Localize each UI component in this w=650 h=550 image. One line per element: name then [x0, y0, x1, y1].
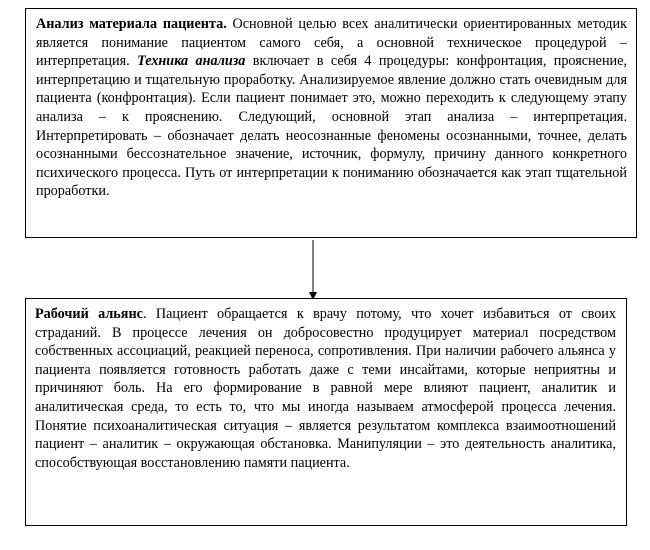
analysis-technique-emphasis: Техника анализа [137, 53, 246, 70]
working-alliance-heading: Рабочий альянс [35, 306, 143, 322]
analysis-material-box [25, 8, 637, 238]
analysis-material-heading: Анализ материала пациента. [36, 16, 227, 32]
analysis-material-text-a: Основной целью всех аналитически ориентированных методик является понимание пациентом самого себя, а основной техническое процедурой – интерпретация. [36, 16, 628, 70]
analysis-material-text-b: включает в себя 4 процедуры: конфронтация, прояснение, интерпретацию и тщательную проработку. Анализируемое явление должно стать очевидным для пациента (конфронтация). Если пациент понимает это, можно переходить к следующему этапу анализа – к прояснению. Следующий, основной этап анализа – интерпретация. Интерпретировать – обозначает делать неосознанные феномены осознанными, точнее, делать осознанными бессознательное значение, источник, формулу, причину данного конкретного психического процесса. Путь от интерпретации к пониманию обозначается как этап тщательной проработки. [36, 53, 627, 200]
working-alliance-box [25, 298, 627, 526]
working-alliance-text: . Пациент обращается к врачу потому, что хочет избавиться от своих страданий. В процессе лечения он добросовестно продуцирует материал посредством собственных ассоциаций, реакцией переноса, сопротивления. При наличии рабочего альянса у пациента появляется готовность работать даже с теми инсайтами, которые неприятны и причиняют боль. На его формирование в равной мере влияют пациент, аналитик и аналитическая среда, то есть то, что мы иногда называем атмосферой процесса лечения. Понятие психоаналитическая ситуация – является результатом комплекса взаимоотношений пациент – аналитик – окружающая обстановка. Манипуляции – это деятельность аналитика, способствующая восстановлению памяти пациента. [35, 306, 616, 471]
